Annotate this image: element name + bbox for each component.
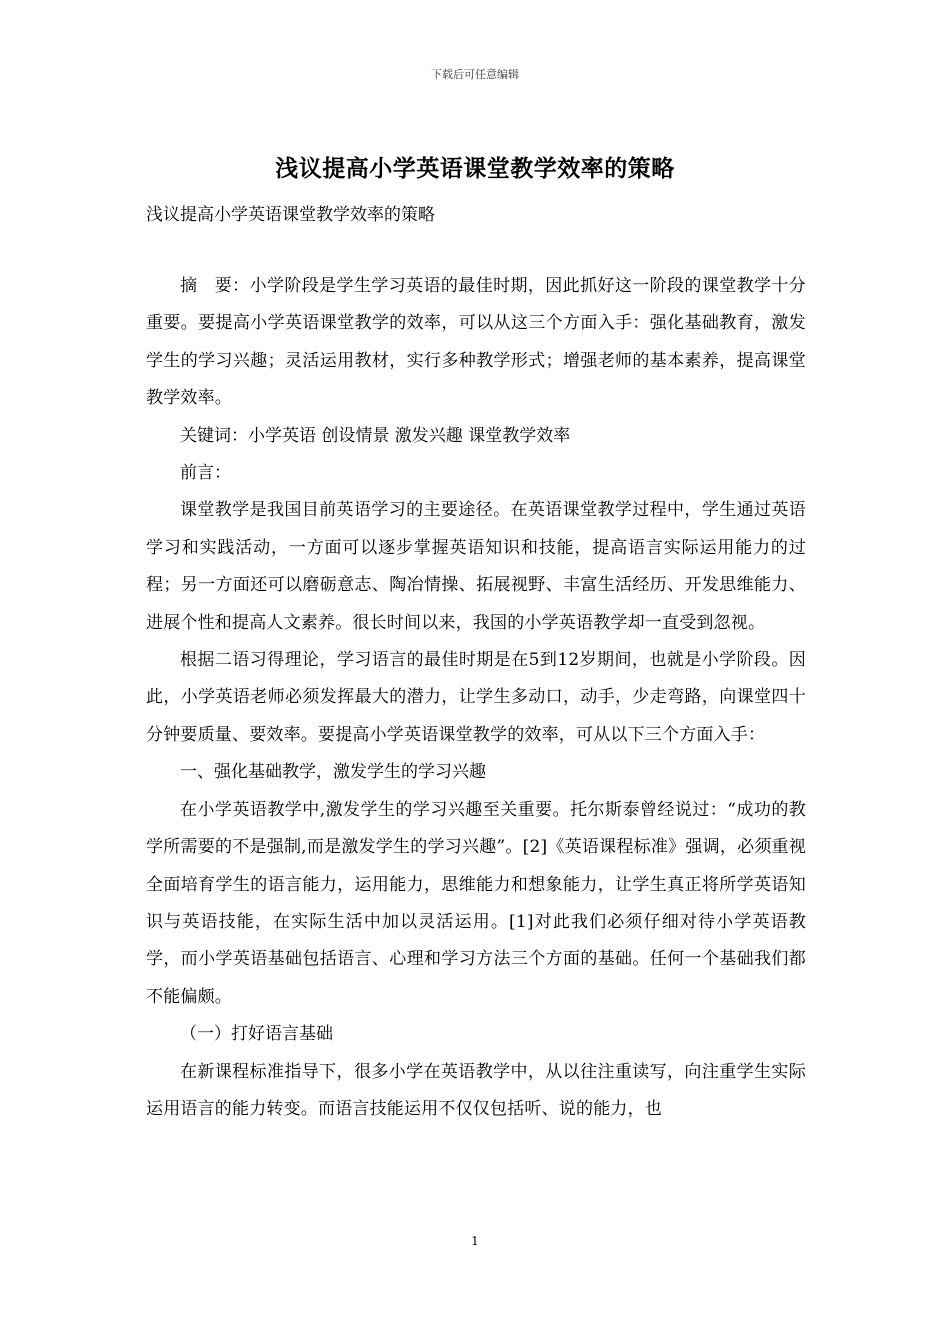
section-paragraph: 在小学英语教学中,激发学生的学习兴趣至关重要。托尔斯泰曾经说过：“成功的教学所需要的不是强制,而是激发学生的学习兴趣”。[2]《英语课程标准》强调，必须重视全面培育学生的语言能力，运用能力，思维能力和想象能力，让学生真正将所学英语知识与英语技能，在实际生活中加以灵活运用。[1]对此我们必须仔细对待小学英语教学，而小学英语基础包括语言、心理和学习方法三个方面的基础。任何一个基础我们都不能偏颇。 (146, 799, 806, 1007)
page-number: 1 (471, 1234, 479, 1248)
document-title: 浅议提高小学英语课堂教学效率的策略 (275, 155, 675, 182)
section-heading: 一、强化基础教学，激发学生的学习兴趣 (180, 762, 486, 783)
body-paragraph: 课堂教学是我国目前英语学习的主要途径。在英语课堂教学过程中，学生通过英语学习和实践活动，一方面可以逐步掌握英语知识和技能，提高语言实际运用能力的过程；另一方面还可以磨砺意志、陶冶情操、拓展视野、丰富生活经历、开发思维能力、进展个性和提高人文素养。很长时间以来，我国的小学英语教学却一直受到忽视。 (146, 500, 806, 633)
document-subtitle: 浅议提高小学英语课堂教学效率的策略 (146, 205, 435, 225)
page-header-watermark: 下载后可任意编辑 (431, 68, 519, 81)
document-body (146, 268, 806, 1128)
keywords-line: 关键词：小学英语 创设情景 激发兴趣 课堂教学效率 (180, 425, 571, 446)
subsection-heading: （一）打好语言基础 (180, 1024, 333, 1045)
subsection-paragraph: 在新课程标准指导下，很多小学在英语教学中，从以往注重读写，向注重学生实际运用语言的能力转变。而语言技能运用不仅仅包括听、说的能力，也 (146, 1061, 806, 1119)
abstract-paragraph: 摘 要：小学阶段是学生学习英语的最佳时期，因此抓好这一阶段的课堂教学十分重要。要提高小学英语课堂教学的效率，可以从这三个方面入手：强化基础教育，激发学生的学习兴趣；灵活运用教材，实行多种教学形式；增强老师的基本素养，提高课堂教学效率。 (146, 276, 806, 409)
preface-label: 前言： (180, 463, 231, 484)
body-paragraph: 根据二语习得理论，学习语言的最佳时期是在5到12岁期间，也就是小学阶段。因此，小学英语老师必须发挥最大的潜力，让学生多动口，动手，少走弯路，向课堂四十分钟要质量、要效率。要提高小学英语课堂教学的效率，可从以下三个方面入手： (146, 650, 806, 745)
